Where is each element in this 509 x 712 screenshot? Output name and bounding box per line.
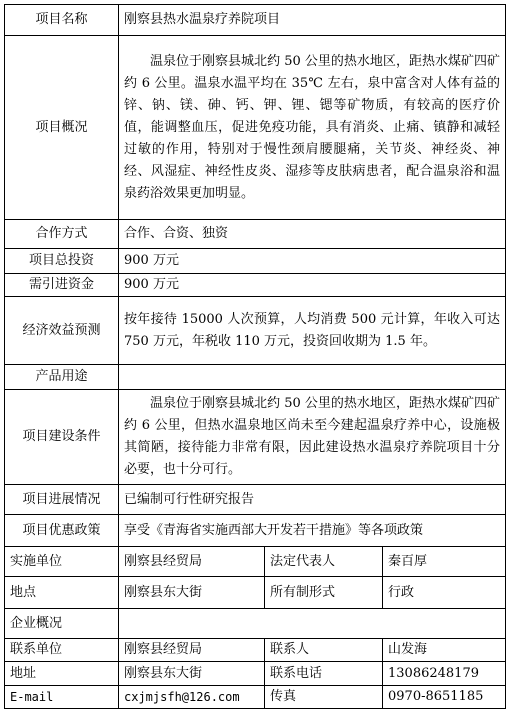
contact-person-label: 联系人 [265,639,383,662]
row-preferential-policy [5,515,506,547]
product-usage-value [119,365,506,390]
fax-label: 传真 [265,686,383,709]
company-overview-value [119,609,506,639]
email-label: E-mail [5,686,119,709]
row-company-overview [5,609,506,639]
project-name-label: 项目名称 [5,5,119,36]
phone-label: 联系电话 [265,662,383,686]
row-cooperation [5,220,506,249]
location-label: 地点 [5,577,119,609]
progress-value: 已编制可行性研究报告 [119,485,506,515]
total-investment-value: 900 万元 [119,249,506,274]
row-construction-conditions [5,390,506,485]
fax-value: 0970-8651185 [383,686,506,709]
implementing-unit-label: 实施单位 [5,547,119,577]
row-email [5,686,506,709]
funds-needed-label: 需引进资金 [5,274,119,297]
email-value: cxjmjsfh@126.com [119,686,265,709]
preferential-policy-value: 享受《青海省实施西部大开发若干措施》等各项政策 [119,515,506,547]
row-address [5,662,506,686]
construction-conditions-cell [119,390,506,485]
row-implementing-unit [5,547,506,577]
implementing-unit-value: 刚察县经贸局 [119,547,265,577]
cooperation-label: 合作方式 [5,220,119,249]
row-project-overview [5,36,506,220]
contact-person-value: 山发海 [383,639,506,662]
project-overview-cell [119,36,506,220]
phone-value: 13086248179 [383,662,506,686]
total-investment-label: 项目总投资 [5,249,119,274]
ownership-label: 所有制形式 [265,577,383,609]
economic-benefit-label: 经济效益预测 [5,297,119,365]
row-contact-unit [5,639,506,662]
preferential-policy-label: 项目优惠政策 [5,515,119,547]
contact-unit-label: 联系单位 [5,639,119,662]
contact-unit-value: 刚察县经贸局 [119,639,265,662]
ownership-value: 行政 [383,577,506,609]
address-value: 刚察县东大街 [119,662,265,686]
row-economic-benefit [5,297,506,365]
project-overview-label: 项目概况 [5,36,119,220]
legal-representative-value: 秦百厚 [383,547,506,577]
address-label: 地址 [5,662,119,686]
construction-conditions-label: 项目建设条件 [5,390,119,485]
construction-conditions-text: 温泉位于刚察县城北约 50 公里的热水地区，距热水煤矿四矿约 6 公里，但热水温泉地区尚未至今建起温泉疗养中心，设施极其简陋，接待能力非常有限，因此建设热水温泉疗养院项目十分必要，也十分可行。 [124,396,500,477]
company-overview-label: 企业概况 [5,609,119,639]
row-progress [5,485,506,515]
cooperation-value: 合作、合资、独资 [119,220,506,249]
location-value: 刚察县东大街 [119,577,265,609]
row-location [5,577,506,609]
legal-representative-label: 法定代表人 [265,547,383,577]
project-info-table [4,4,506,709]
progress-label: 项目进展情况 [5,485,119,515]
row-project-name [5,5,506,36]
product-usage-label: 产品用途 [5,365,119,390]
project-overview-text: 温泉位于刚察县城北约 50 公里的热水地区，距热水煤矿四矿约 6 公里。温泉水温平均在 35℃ 左右，泉中富含对人体有益的锌、钠、镁、砷、钙、钾、锂、锶等矿物质，有较高的医疗价值，能调整血压，促进免疫功能，具有消炎、止痛、镇静和减轻过敏的作用，特别对于慢性颈肩腰腿痛，关节炎、神经炎、神经、风湿症、神经性皮炎、湿疹等皮肤病患者，配合温泉浴和温泉药浴效果更加明显。 [124,53,500,201]
row-funds-needed [5,274,506,297]
funds-needed-value: 900 万元 [119,274,506,297]
economic-benefit-value: 按年接待 15000 人次预算，人均消费 500 元计算，年收入可达 750 万元，年税收 110 万元，投资回收期为 1.5 年。 [119,297,506,365]
row-product-usage [5,365,506,390]
project-name-value: 刚察县热水温泉疗养院项目 [119,5,506,36]
row-total-investment [5,249,506,274]
